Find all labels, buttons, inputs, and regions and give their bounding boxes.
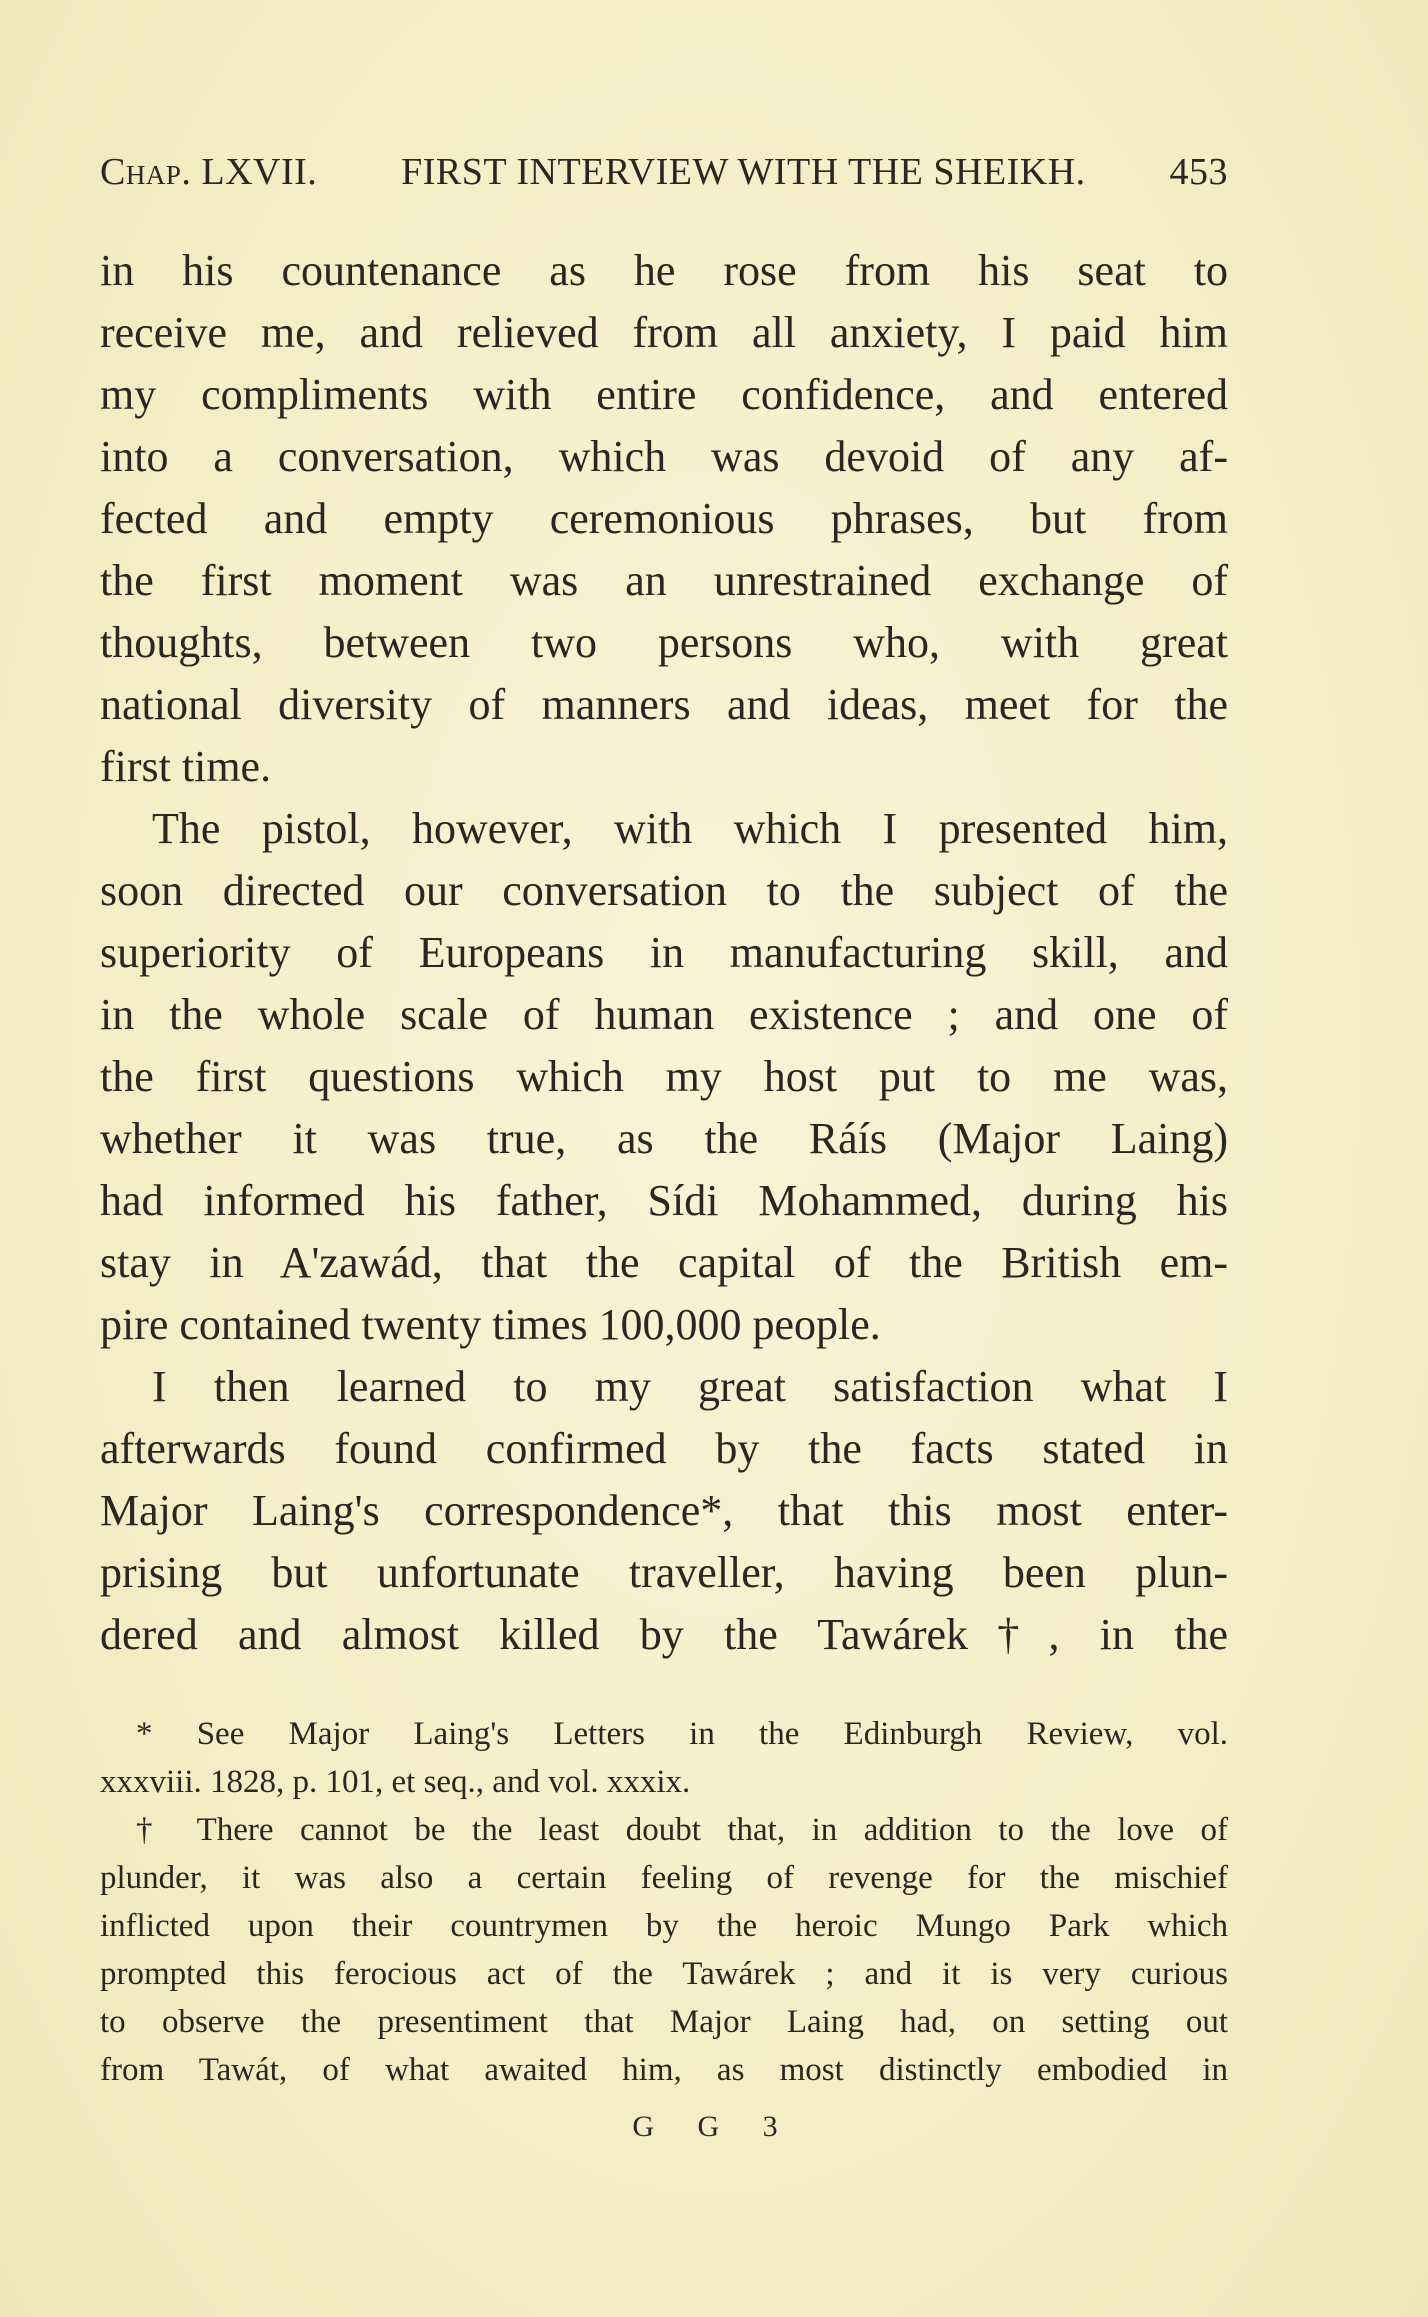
body-line: stay in A'zawád, that the capital of the British em-	[100, 1238, 1228, 1287]
body-line: first time.	[100, 742, 272, 791]
body-line: thoughts, between two persons who, with great	[100, 618, 1228, 667]
header-chapter	[100, 150, 317, 194]
body-line: pire contained twenty times 100,000 people.	[100, 1300, 881, 1349]
body-line: in the whole scale of human existence ; and one of	[100, 990, 1228, 1039]
body-line: the first moment was an unrestrained exchange of	[100, 556, 1228, 605]
footnote-line: * See Major Laing's Letters in the Edinburgh Review, vol.	[136, 1716, 1228, 1752]
footnote-line: plunder, it was also a certain feeling of revenge for the mischief	[100, 1860, 1228, 1896]
body-line: whether it was true, as the Ráís (Major Laing)	[100, 1114, 1228, 1163]
body-line: into a conversation, which was devoid of any af-	[100, 432, 1228, 481]
body-line: soon directed our conversation to the subject of the	[100, 866, 1228, 915]
header-title: FIRST INTERVIEW WITH THE SHEIKH.	[401, 151, 1086, 193]
body-line: prising but unfortunate traveller, having been plun-	[100, 1548, 1228, 1597]
body-line: receive me, and relieved from all anxiety, I paid him	[100, 308, 1228, 357]
body-line: my compliments with entire confidence, and entered	[100, 370, 1228, 419]
footnote-line: † There cannot be the least doubt that, in addition to the love of	[136, 1812, 1228, 1848]
footnote-line: to observe the presentiment that Major Laing had, on setting out	[100, 2004, 1228, 2040]
body-line: I then learned to my great satisfaction what I	[152, 1362, 1228, 1411]
body-line: fected and empty ceremonious phrases, but from	[100, 494, 1228, 543]
body-line: national diversity of manners and ideas, meet for the	[100, 680, 1228, 729]
body-line: in his countenance as he rose from his seat to	[100, 246, 1228, 295]
page-number: 453	[1169, 151, 1228, 193]
body-line: afterwards found confirmed by the facts stated in	[100, 1424, 1228, 1473]
body-line: had informed his father, Sídi Mohammed, during his	[100, 1176, 1228, 1225]
footnote-line: prompted this ferocious act of the Tawárek ; and it is very curious	[100, 1956, 1228, 1992]
body-line: the first questions which my host put to me was,	[100, 1052, 1228, 1101]
footnotes	[100, 1710, 1228, 2094]
body-text	[100, 240, 1228, 1666]
body-line: dered and almost killed by the Tawárek†, in the	[100, 1610, 1228, 1659]
chapter-prefix: Chap.	[100, 151, 192, 193]
body-line: superiority of Europeans in manufacturing skill, and	[100, 928, 1228, 977]
body-line: The pistol, however, with which I presented him,	[152, 804, 1228, 853]
running-header	[100, 150, 1228, 200]
footnote-line: inflicted upon their countrymen by the heroic Mungo Park which	[100, 1908, 1228, 1944]
footnote-line: xxxviii. 1828, p. 101, et seq., and vol. xxxix.	[100, 1764, 691, 1800]
footnote-line: from Tawát, of what awaited him, as most distinctly embodied in	[100, 2052, 1228, 2088]
body-line: Major Laing's correspondence*, that this most enter-	[100, 1486, 1228, 1535]
signature-mark: G G 3	[632, 2110, 796, 2143]
chapter-number: LXVII.	[201, 151, 318, 193]
